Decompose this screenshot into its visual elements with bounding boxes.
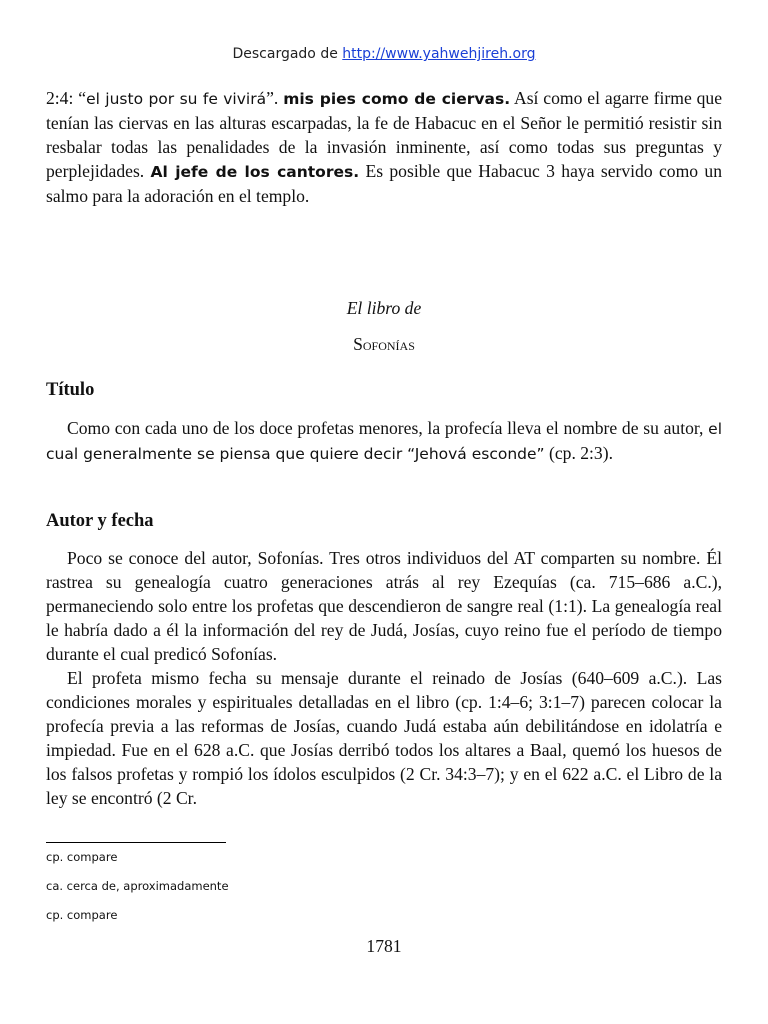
header-prefix: Descargado de	[232, 46, 343, 62]
footnote-3: cp. compare	[46, 908, 118, 922]
footnote-2: ca. cerca de, aproximadamente	[46, 879, 229, 893]
quote-text: el justo por su fe vivirá	[86, 90, 267, 108]
autor-paragraph-1: Poco se conoce del autor, Sofonías. Tres otros individuos del AT comparten su nombre. Él rastrea su genealogía cuatro generaciones atrás al rey Ezequías (ca. 715–686 a.C.), permaneciendo solo entre los profetas que descendieron de sangre real (1:1). La genealogía real le habría dado a él la información del rey de Judá, Josías, cuyo reino fue el período de tiempo durante el cual predicó Sofonías.	[46, 548, 722, 664]
titulo-paragraph: Como con cada uno de los doce profetas menores, la profecía lleva el nombre de su autor, el cual generalmente se piensa que quiere decir “Jehová esconde” (cp. 2:3).	[46, 418, 722, 463]
section-heading-autor: Autor y fecha	[46, 511, 154, 531]
source-link[interactable]: http://www.yahwehjireh.org	[342, 46, 536, 62]
autor-paragraph-2: El profeta mismo fecha su mensaje durante el reinado de Josías (640–609 a.C.). Las condiciones morales y espirituales detalladas en el libro (cp. 1:4–6; 3:1–7) parecen colocar la profecía previa a las reformas de Josías, cuando Judá estaba aún debilitándose en idolatría e impiedad. Fue en el 628 a.C. que Josías derribó todos los altares a Baal, quemó los huesos de los falsos profetas y rompió los ídolos esculpidos (2 Cr. 34:3–7); y en el 622 a.C. el Libro de la ley se encontró (2 Cr.	[46, 668, 722, 808]
autor-paragraphs	[46, 546, 722, 810]
intro-paragraph: 2:4: “el justo por su fe vivirá”. mis pies como de ciervas. Así como el agarre firme que tenían las ciervas en las alturas escarpadas, la fe de Habacuc en el Señor le permitió resistir sin resbalar todas las penalidades de la invasión inminente, así como todas sus preguntas y perplejidades. Al jefe de los cantores. Es posible que Habacuc 3 haya servido como un salmo para la adoración en el templo.	[46, 88, 723, 206]
page-number: 1781	[366, 936, 402, 956]
footnote-1: cp. compare	[46, 850, 118, 864]
book-title-line1: El libro de	[346, 298, 422, 318]
book-title-line2: Sofonías	[353, 334, 415, 354]
footnote-divider	[46, 842, 226, 843]
section-heading-titulo: Título	[46, 380, 95, 400]
page-header	[0, 46, 768, 62]
name-meaning: el cual generalmente se piensa que quiere decir “Jehová esconde”	[46, 420, 722, 463]
bold-phrase-2: Al jefe de los cantores.	[150, 163, 360, 181]
bold-phrase-1: mis pies como de ciervas.	[283, 90, 511, 108]
